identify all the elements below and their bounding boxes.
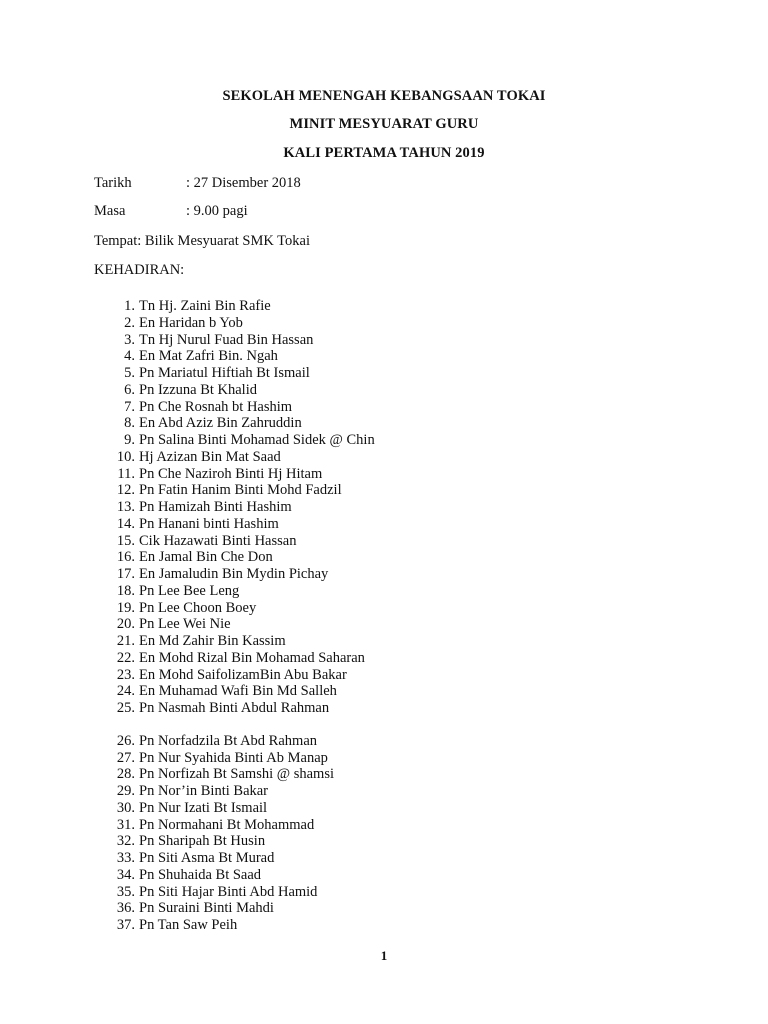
- list-item-number: 21.: [116, 633, 135, 649]
- list-item-name: Pn Norfizah Bt Samshi @ shamsi: [139, 766, 334, 783]
- list-item-number: 31.: [116, 816, 135, 833]
- meeting-session: KALI PERTAMA TAHUN 2019: [283, 145, 485, 161]
- list-item-number: 29.: [116, 783, 135, 799]
- list-item-name: Pn Izzuna Bt Khalid: [139, 381, 257, 398]
- list-item-name: Pn Norfadzila Bt Abd Rahman: [139, 732, 318, 749]
- list-item-name: En Haridan b Yob: [139, 314, 243, 331]
- list-item-number: 33.: [116, 850, 135, 866]
- list-item-number: 10.: [116, 448, 135, 465]
- list-item-number: 20.: [116, 616, 135, 633]
- list-item-name: En Abd Aziz Bin Zahruddin: [139, 415, 302, 432]
- list-item-name: Pn Che Naziroh Binti Hj Hitam: [139, 465, 323, 482]
- list-item-number: 18.: [116, 582, 135, 599]
- list-item-name: Pn Nor’in Binti Bakar: [139, 783, 269, 799]
- list-item-name: Pn Lee Bee Leng: [139, 582, 240, 599]
- list-item-number: 3.: [124, 331, 135, 348]
- list-item-name: Pn Lee Choon Boey: [139, 599, 257, 616]
- list-item-name: Pn Fatin Hanim Binti Mohd Fadzil: [139, 482, 342, 499]
- list-item-number: 37.: [116, 917, 135, 933]
- list-item-number: 9.: [124, 432, 135, 448]
- list-item-name: Tn Hj Nurul Fuad Bin Hassan: [139, 331, 314, 348]
- list-item-name: Pn Lee Wei Nie: [139, 616, 231, 633]
- list-item-name: Pn Mariatul Hiftiah Bt Ismail: [139, 365, 310, 381]
- list-item-number: 27.: [116, 749, 135, 766]
- list-item-name: Pn Siti Hajar Binti Abd Hamid: [139, 883, 318, 900]
- list-item-number: 8.: [124, 415, 135, 432]
- time-row: [94, 203, 248, 220]
- list-item-number: 24.: [116, 683, 135, 700]
- list-item-name: Pn Salina Binti Mohamad Sidek @ Chin: [139, 432, 375, 448]
- list-item-number: 5.: [124, 365, 135, 381]
- place-row: Tempat: Bilik Mesyuarat SMK Tokai: [94, 233, 310, 249]
- list-item-name: En Muhamad Wafi Bin Md Salleh: [139, 683, 337, 700]
- list-item-name: En Mohd SaifolizamBin Abu Bakar: [139, 666, 347, 683]
- list-item-name: En Mat Zafri Bin. Ngah: [139, 348, 278, 365]
- list-item-name: Pn Hamizah Binti Hashim: [139, 499, 292, 515]
- time-label: Masa: [94, 203, 126, 219]
- list-item-name: Pn Normahani Bt Mohammad: [139, 816, 315, 833]
- list-item-number: 12.: [116, 482, 135, 499]
- list-item-number: 17.: [116, 566, 135, 582]
- list-item-name: En Md Zahir Bin Kassim: [139, 633, 286, 649]
- list-item-number: 6.: [124, 381, 135, 398]
- school-name: SEKOLAH MENENGAH KEBANGSAAN TOKAI: [222, 88, 546, 104]
- list-item-name: Pn Che Rosnah bt Hashim: [139, 398, 293, 415]
- list-item-name: Cik Hazawati Binti Hassan: [139, 532, 297, 549]
- list-item-number: 32.: [116, 833, 135, 850]
- list-item-number: 25.: [116, 700, 135, 716]
- list-item-name: En Mohd Rizal Bin Mohamad Saharan: [139, 649, 365, 666]
- list-item-number: 11.: [117, 465, 135, 482]
- list-item-number: 14.: [116, 515, 135, 532]
- list-item-name: Pn Nasmah Binti Abdul Rahman: [139, 700, 330, 716]
- list-item-name: Pn Hanani binti Hashim: [139, 515, 279, 532]
- page-number: 1: [380, 948, 388, 963]
- date-label: Tarikh: [94, 175, 132, 191]
- list-item-number: 34.: [116, 866, 135, 883]
- list-item-number: 7.: [124, 398, 135, 415]
- list-item-number: 2.: [124, 314, 135, 331]
- list-item-number: 16.: [116, 549, 135, 566]
- list-item-name: En Jamal Bin Che Don: [139, 549, 273, 566]
- date-row: [94, 175, 301, 192]
- list-item-name: Pn Nur Izati Bt Ismail: [139, 799, 268, 816]
- list-item-number: 26.: [116, 732, 135, 749]
- list-item-number: 23.: [116, 666, 135, 683]
- list-item-name: Tn Hj. Zaini Bin Rafie: [139, 298, 271, 314]
- list-item-name: Hj Azizan Bin Mat Saad: [139, 448, 281, 465]
- list-item-name: Pn Sharipah Bt Husin: [139, 833, 266, 850]
- list-item-number: 4.: [124, 348, 135, 365]
- list-item-name: Pn Suraini Binti Mahdi: [139, 900, 274, 917]
- list-item-number: 15.: [116, 532, 135, 549]
- list-item-name: Pn Nur Syahida Binti Ab Manap: [139, 749, 328, 766]
- list-item-name: Pn Siti Asma Bt Murad: [139, 850, 275, 866]
- list-item-name: Pn Tan Saw Peih: [139, 917, 238, 933]
- list-item-number: 1.: [124, 298, 135, 314]
- list-item-number: 19.: [116, 599, 135, 616]
- list-item-name: Pn Shuhaida Bt Saad: [139, 866, 262, 883]
- list-item-name: En Jamaludin Bin Mydin Pichay: [139, 566, 329, 582]
- attendance-heading: KEHADIRAN:: [94, 262, 185, 278]
- document-title: MINIT MESYUARAT GURU: [289, 116, 479, 132]
- date-value: : 27 Disember 2018: [186, 175, 301, 191]
- time-value: : 9.00 pagi: [186, 203, 248, 219]
- list-item-number: 13.: [116, 499, 135, 515]
- list-item-number: 22.: [116, 649, 135, 666]
- list-item-number: 28.: [116, 766, 135, 783]
- list-item-number: 36.: [116, 900, 135, 917]
- list-item-number: 35.: [116, 883, 135, 900]
- list-item-number: 30.: [116, 799, 135, 816]
